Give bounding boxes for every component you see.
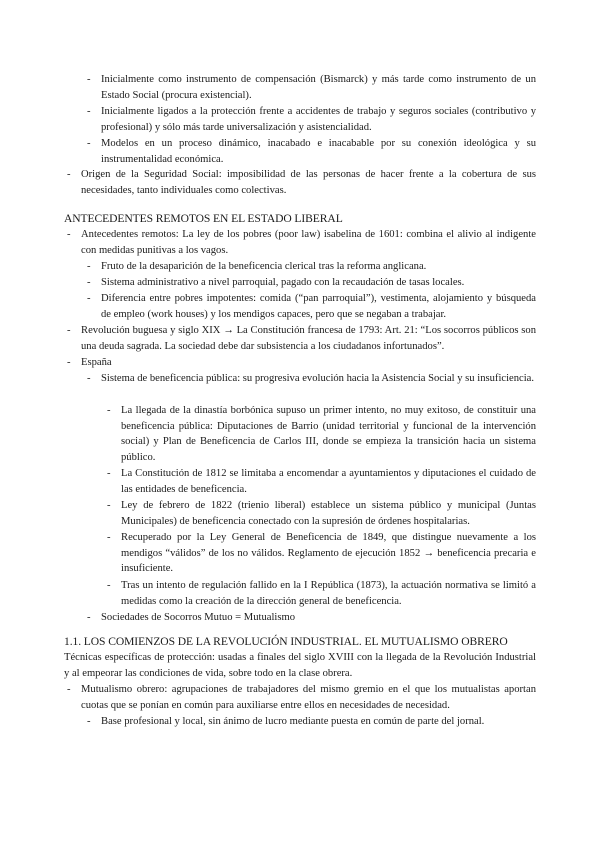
list-item xyxy=(87,610,536,626)
list-item-text: Origen de la Seguridad Social: imposibilidad de las personas de hacer frente a la cobertura de sus necesidades, tanto individuales como colectivas. xyxy=(81,169,536,196)
list-item-text: Revolución buguesa y siglo XIX → La Constitución francesa de 1793: Art. 21: “Los socorros públicos son una deuda sagrada. La sociedad debe dar subsistencia a los ciudadanos infortunados”. xyxy=(81,325,536,352)
bullet-dash: - xyxy=(87,106,91,117)
bullet-dash: - xyxy=(87,716,91,727)
bullet-dash: - xyxy=(87,138,91,149)
list-item xyxy=(107,578,536,609)
list-item-text: Inicialmente como instrumento de compensación (Bismarck) y más tarde como instrumento de un Estado Social (procura existencial). xyxy=(101,74,536,101)
list-item xyxy=(107,530,536,577)
list-item-text: Modelos en un proceso dinámico, inacabado e inacabable por su conexión ideológica y su instrumentalidad económica. xyxy=(101,138,536,165)
list-item-text: Tras un intento de regulación fallido en la I República (1873), la actuación normativa se limitó a medidas como la creación de la dirección general de beneficencia. xyxy=(121,580,536,607)
list-item xyxy=(87,371,536,387)
bullet-dash: - xyxy=(67,357,71,368)
bullet-dash: - xyxy=(67,169,71,180)
paragraph: Técnicas específicas de protección: usadas a finales del siglo XVIII con la llegada de la Revolución Industrial y al empeorar las condiciones de vida, sobre todo en la clase obrera. xyxy=(64,652,536,679)
bullet-dash: - xyxy=(107,580,111,591)
list-item-text: Diferencia entre pobres impotentes: comida (“pan parroquial”), vestimenta, alojamiento y búsqueda de empleo (work houses) y los mendigos capaces, pero que se negaban a trabajar. xyxy=(101,293,536,320)
list-item-text: Fruto de la desaparición de la beneficencia clerical tras la reforma anglicana. xyxy=(101,261,427,272)
list-item xyxy=(67,323,536,354)
bullet-dash: - xyxy=(87,612,91,623)
bullet-dash: - xyxy=(107,405,111,416)
list-item-text: Sistema de beneficencia pública: su progresiva evolución hacia la Asistencia Social y su insuficiencia. xyxy=(101,373,535,384)
list-item-text: Base profesional y local, sin ánimo de lucro mediante puesta en común de parte del jornal. xyxy=(101,716,485,727)
list-item xyxy=(87,136,536,167)
bullet-dash: - xyxy=(67,684,71,695)
bullet-dash: - xyxy=(87,261,91,272)
list-item xyxy=(87,259,536,275)
bullet-dash: - xyxy=(87,277,91,288)
list-item-text: Mutualismo obrero: agrupaciones de trabajadores del mismo gremio en el que los mutualistas aportan cuotas que se ponían en común para auxiliarse entre ellos en necesidades de necesidad. xyxy=(81,684,536,711)
list-item xyxy=(67,227,536,258)
bullet-dash: - xyxy=(107,532,111,543)
list-item-text: España xyxy=(81,357,112,368)
list-item xyxy=(87,72,536,103)
list-item-text: Recuperado por la Ley General de Beneficencia de 1849, que distingue nuevamente a los mendigos “válidos” de los no válidos. Reglamento de ejecución 1852 → beneficencia precaria e insuficiente. xyxy=(121,532,536,575)
section-heading: ANTECEDENTES REMOTOS EN EL ESTADO LIBERAL xyxy=(64,212,343,225)
list-item-text: Inicialmente ligados a la protección frente a accidentes de trabajo y seguros sociales (contributivo y profesional) y sólo más tarde universalización y asistencialidad. xyxy=(101,106,536,133)
list-item-text: La Constitución de 1812 se limitaba a encomendar a ayuntamientos y diputaciones el cuidado de las entidades de beneficencia. xyxy=(121,468,536,495)
bullet-dash: - xyxy=(107,500,111,511)
list-item xyxy=(67,355,536,371)
list-item-text: Antecedentes remotos: La ley de los pobres (poor law) isabelina de 1601: combina el alivio al indigente con medidas punitivas a los vagos. xyxy=(81,229,536,256)
list-item-text: Ley de febrero de 1822 (trienio liberal) establece un sistema público y municipal (Juntas Municipales) de beneficencia conectado con la supresión de órdenes hospitalarias. xyxy=(121,500,536,527)
bullet-dash: - xyxy=(67,229,71,240)
bullet-dash: - xyxy=(107,468,111,479)
list-item xyxy=(107,466,536,497)
list-item-text: La llegada de la dinastía borbónica supuso un primer intento, no muy exitoso, de constituir una beneficencia pública: Diputaciones de Barrio (unidad territorial y funcional de la intervención social) y Plan de Beneficencia de Carlos III, donde se empieza la transición hacia un sistema público. xyxy=(121,405,536,463)
list-item xyxy=(107,403,536,465)
list-item-text: Sociedades de Socorros Mutuo = Mutualismo xyxy=(101,612,295,623)
bullet-dash: - xyxy=(87,74,91,85)
list-item xyxy=(107,498,536,529)
section-heading: 1.1. LOS COMIENZOS DE LA REVOLUCIÓN INDUSTRIAL. EL MUTUALISMO OBRERO xyxy=(64,635,508,648)
bullet-dash: - xyxy=(87,293,91,304)
list-item xyxy=(67,167,536,198)
bullet-dash: - xyxy=(87,373,91,384)
bullet-dash: - xyxy=(67,325,71,336)
list-item-text: Sistema administrativo a nivel parroquial, pagado con la recaudación de tasas locales. xyxy=(101,277,465,288)
list-item xyxy=(67,682,536,713)
list-item xyxy=(87,714,536,730)
list-item xyxy=(87,275,536,291)
list-item xyxy=(87,104,536,135)
list-item xyxy=(87,291,536,322)
